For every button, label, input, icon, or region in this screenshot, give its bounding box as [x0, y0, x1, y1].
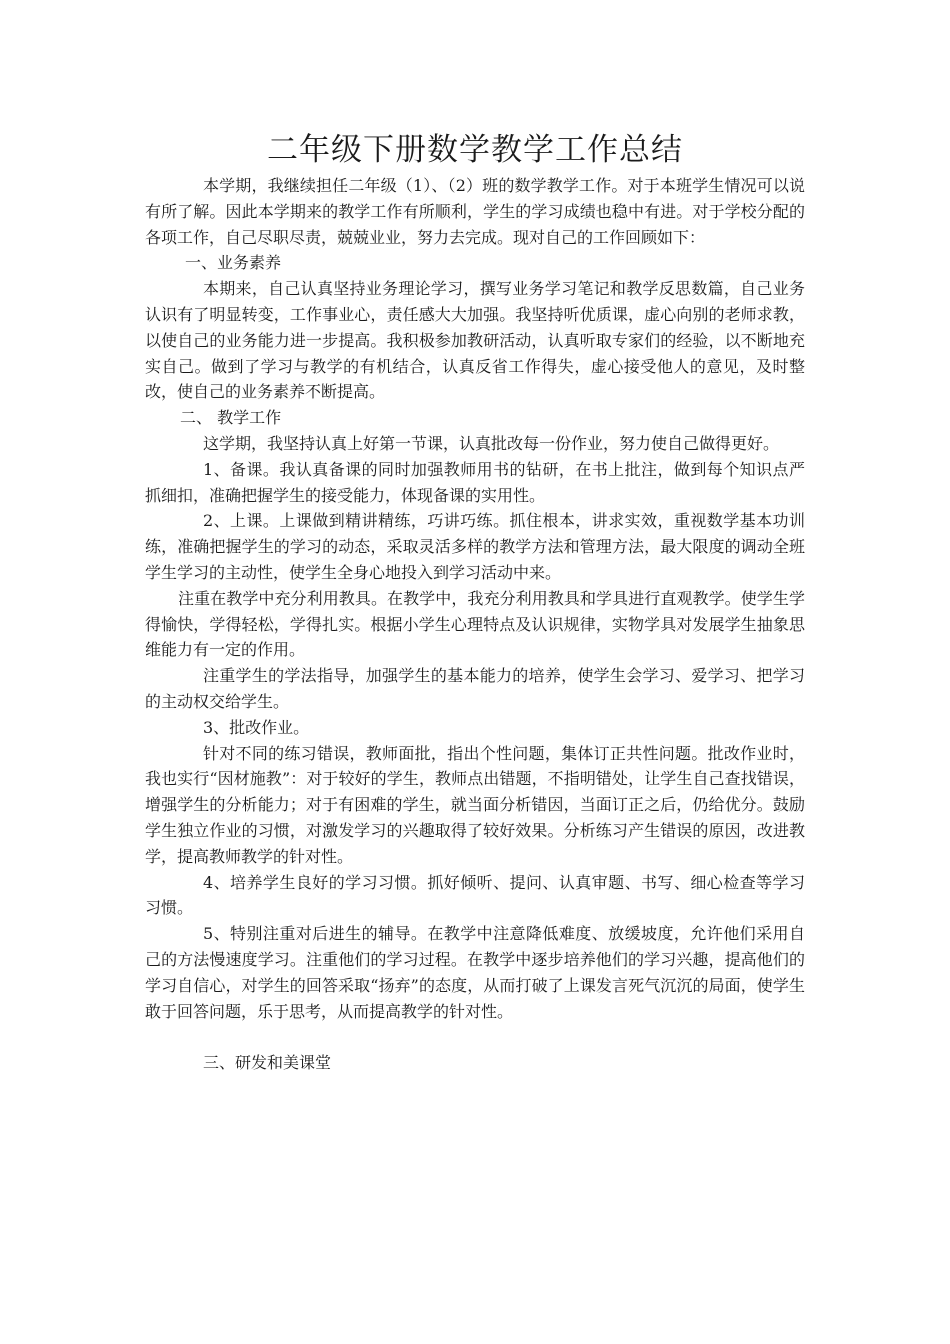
- document-body: [145, 173, 805, 1076]
- paragraph: 3、批改作业。: [203, 717, 310, 737]
- section-heading-2: 二、 教学工作: [180, 408, 282, 428]
- paragraph: 2、上课。上课做到精讲精练，巧讲巧练。抓住根本，讲求实效，重视数学基本功训练，准确把握学生的学习的动态，采取灵活多样的教学方法和管理方法，最大限度的调动全班学生学习的主动性，使学生全身心地投入到学习活动中来。: [145, 511, 805, 582]
- section-heading-3: 三、研发和美课堂: [203, 1053, 332, 1073]
- paragraph: 4、培养学生良好的学习习惯。抓好倾听、提问、认真审题、书写、细心检查等学习习惯。: [145, 872, 805, 918]
- paragraph: 针对不同的练习错误，教师面批，指出个性问题，集体订正共性问题。批改作业时，我也实行“因材施教”：对于较好的学生，教师点出错题，不指明错处，让学生自己查找错误，增强学生的分析能力；对于有困难的学生，就当面分析错因，当面订正之后，仍给优分。鼓励学生独立作业的习惯，对激发学习的兴趣取得了较好效果。分析练习产生错误的原因，改进教学，提高教师教学的针对性。: [145, 743, 805, 866]
- paragraph: 这学期，我坚持认真上好第一节课，认真批改每一份作业，努力使自己做得更好。: [203, 433, 780, 453]
- paragraph: 注重学生的学法指导，加强学生的基本能力的培养，使学生会学习、爱学习、把学习的主动权交给学生。: [145, 666, 805, 711]
- document-title: 二年级下册数学教学工作总结: [267, 132, 683, 168]
- paragraph: 本期来，自己认真坚持业务理论学习，撰写业务学习笔记和教学反思数篇，自己业务认识有了明显转变，工作事业心，责任感大大加强。我坚持听优质课，虚心向别的老师求教，以使自己的业务能力进一步提高。我积极参加教研活动，认真听取专家们的经验，以不断地充实自己。做到了学习与教学的有机结合，认真反省工作得失，虚心接受他人的意见，及时整改，使自己的业务素养不断提高。: [145, 279, 805, 402]
- paragraph: 注重在教学中充分利用教具。在教学中，我充分利用教具和学具进行直观教学。使学生学得愉快，学得轻松，学得扎实。根据小学生心理特点及认识规律，实物学具对发展学生抽象思维能力有一定的作用。: [145, 588, 805, 660]
- blank-line: [145, 1024, 805, 1050]
- paragraph: 5、特别注重对后进生的辅导。在教学中注意降低难度、放缓坡度，允许他们采用自己的方法慢速度学习。注重他们的学习过程。在教学中逐步培养他们的学习兴趣，提高他们的学习自信心，对学生的回答采取“扬弃”的态度，从而打破了上课发言死气沉沉的局面，使学生敢于回答问题，乐于思考，从而提高教学的针对性。: [145, 924, 805, 1021]
- intro-paragraph: 本学期，我继续担任二年级（1）、（2）班的数学教学工作。对于本班学生情况可以说有所了解。因此本学期来的教学工作有所顺利，学生的学习成绩也稳中有进。对于学校分配的各项工作，自己尽职尽责，兢兢业业，努力去完成。现对自己的工作回顾如下：: [145, 176, 805, 247]
- section-heading-1: 一、业务素养: [185, 253, 282, 273]
- paragraph: 1、备课。我认真备课的同时加强教师用书的钻研，在书上批注，做到每个知识点严抓细扣，准确把握学生的接受能力，体现备课的实用性。: [145, 459, 805, 505]
